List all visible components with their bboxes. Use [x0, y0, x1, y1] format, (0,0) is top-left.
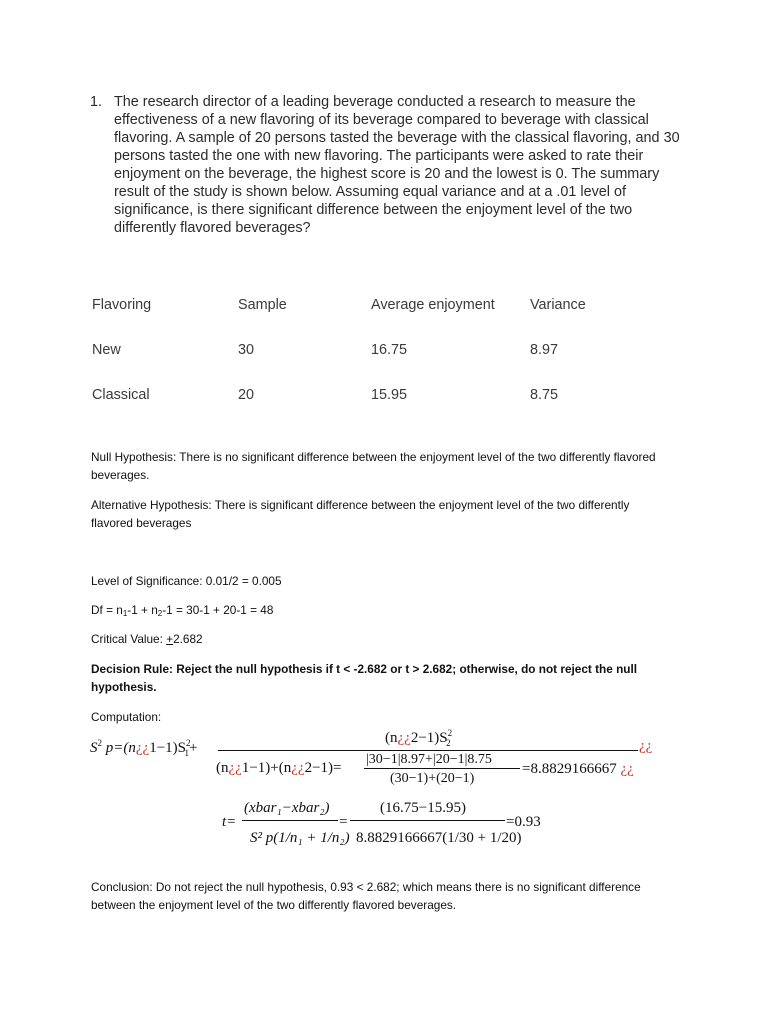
- eq1-trailing-glyph: ¿¿: [639, 738, 653, 754]
- alternative-hypothesis: Alternative Hypothesis: There is significant difference between the enjoyment level of the two differently flavored beverages: [91, 498, 630, 530]
- eq1-frac2-bar: [364, 768, 520, 769]
- df-sub2: 2: [157, 609, 163, 618]
- eq1-result: =8.8829166667 ¿¿: [522, 761, 634, 777]
- eq2-bar-2: [350, 820, 505, 821]
- critical-label: Critical Value:: [91, 632, 167, 646]
- critical-value: [91, 630, 671, 648]
- level-of-significance: Level of Significance: 0.01/2 = 0.005: [91, 574, 282, 588]
- df-mid: -1 + n: [127, 603, 158, 617]
- eq2-bar-1: [242, 820, 338, 821]
- pooled-variance-equation: [90, 728, 670, 790]
- header-variance: Variance: [530, 297, 586, 313]
- table-cell: New: [92, 342, 121, 358]
- decision-label: Decision Rule:: [91, 662, 173, 676]
- eq2-result: =0.93: [506, 814, 541, 830]
- eq2-numerator-2: (16.75−15.95): [380, 800, 466, 816]
- table-cell: 8.75: [530, 387, 559, 403]
- eq2-denominator-2: 8.8829166667(1/30 + 1/20): [356, 830, 522, 846]
- eq1-frac2-denominator: (30−1)+(20−1): [390, 771, 475, 786]
- question-text: The research director of a leading beverage conducted a research to measure the effectiveness of a new flavoring of its beverage compared to beverage with classical flavoring. A sample of 20 persons tasted the beverage with the classical flavoring, and 30 persons tasted the one with new flavoring. The participants were asked to rate their enjoyment on the beverage, the highest score is 20 and the lowest is 0. The summary result of the study is shown below. Assuming equal variance and at a .01 level of significance, is there significant difference between the enjoyment level of the two differently flavored beverages?: [114, 94, 680, 236]
- header-sample: Sample: [238, 297, 287, 313]
- eq1-main-fraction-bar: [218, 750, 638, 751]
- null-hypothesis: Null Hypothesis: There is no significant difference between the enjoyment level of the two differently flavored beverages.: [91, 450, 656, 482]
- eq2-numerator-1: (xbar₁−xbar₂): [244, 800, 330, 816]
- eq1-lhs: $S^2$ $p=(n¿¿1-1)S^2_1+$: [90, 738, 198, 758]
- table-cell: 8.97: [530, 342, 559, 358]
- eq1-numerator: $(n¿¿2-1)S^2_2$: [385, 728, 453, 748]
- header-average-enjoyment: Average enjoyment: [371, 297, 495, 313]
- header-flavoring: Flavoring: [92, 297, 152, 313]
- critical-number: 2.682: [173, 632, 203, 646]
- computation-label: Computation:: [91, 710, 162, 724]
- question-number: 1.: [90, 94, 103, 110]
- eq2-denominator-1: S² p(1/n₁ + 1/n₂): [250, 830, 350, 846]
- eq2-t: t=: [222, 814, 237, 830]
- eq1-frac2-numerator: |30−1|8.97+|20−1|8.75: [366, 752, 492, 767]
- critical-pm: +: [166, 632, 174, 646]
- decision-rule: [91, 660, 671, 696]
- table-cell: 16.75: [371, 342, 408, 358]
- table-cell: 20: [238, 387, 255, 403]
- eq2-equals: =: [339, 814, 348, 830]
- df-prefix: Df = n: [91, 603, 123, 617]
- t-statistic-equation: [222, 800, 552, 870]
- decision-text: Reject the null hypothesis if t < -2.682 or t > 2.682; otherwise, do not reject the null hypothesis.: [91, 662, 638, 694]
- table-cell: Classical: [92, 387, 150, 403]
- df-sub1: 1: [122, 609, 128, 618]
- table-cell: 30: [238, 342, 255, 358]
- eq1-denominator: (n¿¿1−1)+(n¿¿2−1)=: [216, 760, 342, 776]
- table-cell: 15.95: [371, 387, 408, 403]
- df-suffix: -1 = 30-1 + 20-1 = 48: [162, 603, 274, 617]
- conclusion: Conclusion: Do not reject the null hypothesis, 0.93 < 2.682; which means there is no significant difference between the enjoyment level of the two differently flavored beverages.: [91, 880, 641, 912]
- degrees-of-freedom: [91, 601, 671, 623]
